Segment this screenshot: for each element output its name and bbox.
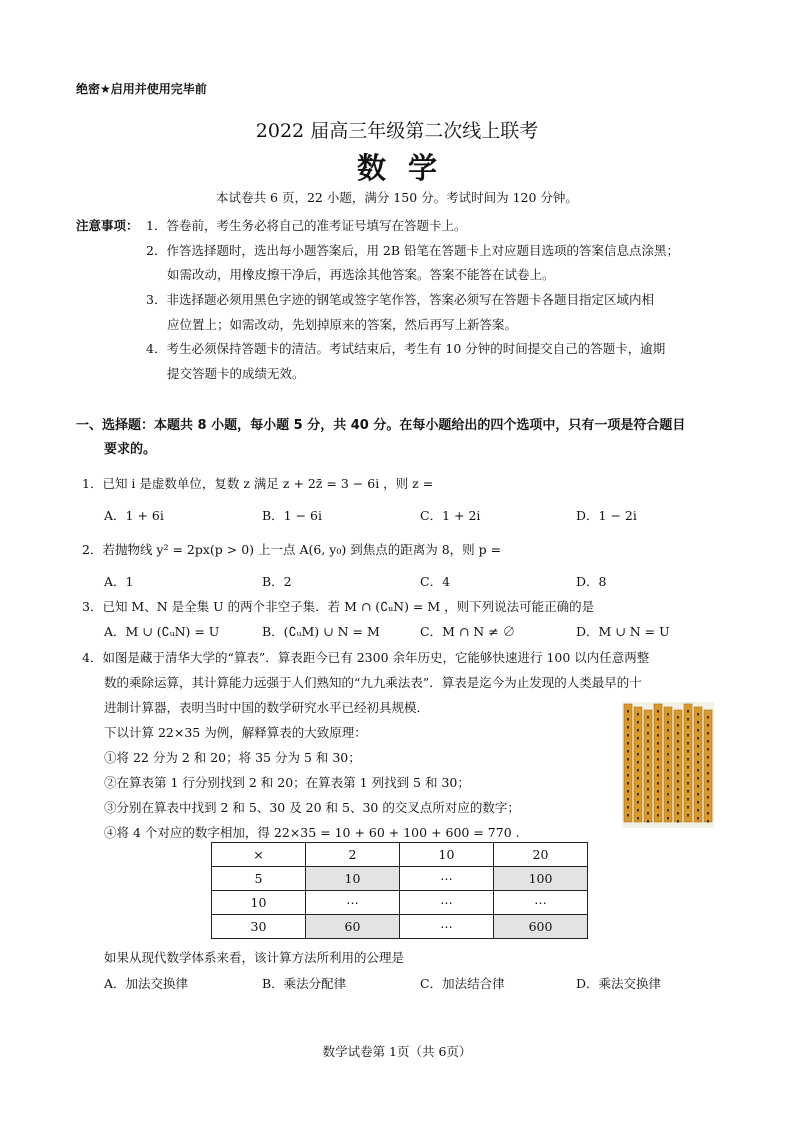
slip-mark: [637, 785, 639, 788]
slip-mark: [637, 729, 639, 732]
slip-mark: [657, 806, 659, 809]
slip-mark: [667, 745, 669, 748]
slip-mark: [677, 820, 679, 823]
slip-mark: [697, 713, 699, 716]
slip-mark: [677, 756, 679, 759]
slip-mark: [627, 742, 629, 745]
slip-mark: [637, 769, 639, 772]
question-4-line: 4．如图是藏于清华大学的“算表”．算表距今已有 2300 余年历史，它能够快速进行 100 以内任意两整: [82, 650, 650, 665]
slip-mark: [697, 753, 699, 756]
slip-mark: [657, 814, 659, 817]
slip-mark: [627, 718, 629, 721]
question-2-option-a: A．1: [104, 574, 134, 589]
bamboo-slips-image: [622, 702, 714, 828]
slip-mark: [647, 788, 649, 791]
bamboo-slip: [684, 704, 692, 822]
slip-mark: [687, 758, 689, 761]
slip-mark: [647, 780, 649, 783]
slip-mark: [657, 726, 659, 729]
question-2-option-c: C．4: [420, 574, 451, 589]
table-cell: 10: [212, 891, 306, 915]
slip-mark: [647, 764, 649, 767]
slip-mark: [627, 774, 629, 777]
slip-mark: [707, 764, 709, 767]
question-1-option-d: D．1 − 2i: [576, 508, 637, 523]
slip-mark: [697, 721, 699, 724]
notice-item: 3．非选择题必须用黑色字迹的钢笔或签字笔作答，答案必须写在答题卡各题目指定区域内相: [146, 292, 654, 307]
bamboo-slip: [654, 704, 662, 822]
question-4-step: ③分别在算表中找到 2 和 5、30 及 20 和 5、30 的交叉点所对应的数字；: [104, 800, 520, 815]
slip-mark: [697, 745, 699, 748]
question-2-option-b: B．2: [262, 574, 292, 589]
slip-mark: [657, 782, 659, 785]
slip-mark: [667, 809, 669, 812]
question-1-option-a: A．1 + 6i: [104, 508, 164, 523]
slip-mark: [637, 801, 639, 804]
bamboo-slip: [694, 707, 702, 822]
slip-mark: [637, 777, 639, 780]
question-1-option-c: C．1 + 2i: [420, 508, 481, 523]
slip-mark: [697, 785, 699, 788]
slip-mark: [707, 740, 709, 743]
slip-mark: [707, 716, 709, 719]
slip-mark: [687, 750, 689, 753]
multiplication-table: [211, 842, 588, 939]
confidential-mark: 绝密★启用并使用完毕前: [76, 82, 207, 96]
table-cell: ⋯: [400, 891, 494, 915]
slip-mark: [687, 798, 689, 801]
slip-mark: [657, 798, 659, 801]
slip-mark: [697, 793, 699, 796]
slip-mark: [637, 761, 639, 764]
slip-mark: [687, 766, 689, 769]
page-footer: 数学试卷第 1页（共 6页）: [322, 1044, 472, 1059]
slip-mark: [687, 782, 689, 785]
slip-mark: [687, 806, 689, 809]
slip-mark: [627, 734, 629, 737]
slip-mark: [677, 780, 679, 783]
slip-mark: [707, 780, 709, 783]
question-3-option-d: D．M ∪ N = U: [576, 624, 670, 639]
slip-mark: [627, 798, 629, 801]
slip-mark: [707, 756, 709, 759]
table-cell: 60: [306, 915, 400, 939]
slip-mark: [677, 740, 679, 743]
slip-mark: [657, 710, 659, 713]
slip-mark: [647, 732, 649, 735]
slip-mark: [697, 809, 699, 812]
slip-mark: [707, 788, 709, 791]
table-cell: ⋯: [400, 867, 494, 891]
slip-mark: [677, 764, 679, 767]
slip-mark: [667, 737, 669, 740]
slip-mark: [687, 790, 689, 793]
slip-mark: [677, 772, 679, 775]
slip-mark: [697, 761, 699, 764]
table-cell: ×: [212, 843, 306, 867]
slip-mark: [637, 745, 639, 748]
notice-item: 2．作答选择题时，选出每小题答案后，用 2B 铅笔在答题卡上对应题目选项的答案信息点涂黑；: [146, 243, 680, 258]
slip-mark: [647, 772, 649, 775]
slip-mark: [637, 737, 639, 740]
table-row: [212, 891, 588, 915]
slip-mark: [637, 817, 639, 820]
question-4-option-c: C．加法结合律: [420, 976, 505, 991]
question-4-line: 数的乘除运算，其计算能力远强于人们熟知的“九九乘法表”．算表是迄今为止发现的人类最早的十: [104, 675, 642, 690]
section-heading: 一、选择题：本题共 8 小题，每小题 5 分，共 40 分。在每小题给出的四个选项中，只有一项是符合题目: [76, 418, 686, 433]
slip-mark: [657, 750, 659, 753]
slip-mark: [687, 718, 689, 721]
slip-mark: [707, 772, 709, 775]
question-1-option-b: B．1 − 6i: [262, 508, 323, 523]
notice-item: 提交答题卡的成绩无效。: [167, 366, 305, 381]
slip-mark: [697, 777, 699, 780]
table-cell: 10: [400, 843, 494, 867]
slip-mark: [667, 761, 669, 764]
slip-mark: [647, 716, 649, 719]
question-4-line: 进制计算器，表明当时中国的数学研究水平已经初具规模．: [104, 700, 430, 715]
bamboo-slips-drawing: [622, 702, 714, 828]
exam-title: 2022 届高三年级第二次线上联考: [255, 120, 539, 142]
question-1-stem: 1．已知 i 是虚数单位，复数 z 满足 z + 2z̄ = 3 − 6i ，则 z =: [82, 476, 434, 491]
table-cell: 600: [494, 915, 588, 939]
slip-mark: [707, 812, 709, 815]
section-heading-cont: 要求的。: [104, 442, 157, 457]
question-4-step: ②在算表第 1 行分别找到 2 和 20；在算表第 1 列找到 5 和 30；: [104, 775, 470, 790]
slip-mark: [627, 814, 629, 817]
slip-mark: [667, 753, 669, 756]
question-3-option-c: C．M ∩ N ≠ ∅: [420, 624, 516, 639]
notice-label: 注意事项：: [76, 218, 139, 233]
slip-mark: [667, 801, 669, 804]
bamboo-slip: [664, 707, 672, 822]
slip-mark: [667, 729, 669, 732]
slip-mark: [677, 716, 679, 719]
table-cell: 2: [306, 843, 400, 867]
slip-mark: [647, 796, 649, 799]
slip-mark: [667, 817, 669, 820]
slip-mark: [657, 766, 659, 769]
notice-item: 4．考生必须保持答题卡的清洁。考试结束后，考生有 10 分钟的时间提交自己的答题卡，逾期: [146, 341, 666, 356]
question-3-option-a: A．M ∪ (∁ᵤN) = U: [104, 624, 220, 639]
slip-mark: [697, 729, 699, 732]
slip-mark: [637, 809, 639, 812]
slip-mark: [637, 713, 639, 716]
slip-mark: [687, 734, 689, 737]
slip-mark: [647, 724, 649, 727]
slip-mark: [637, 793, 639, 796]
slip-mark: [697, 769, 699, 772]
slip-mark: [677, 796, 679, 799]
table-cell: ⋯: [306, 891, 400, 915]
slip-mark: [657, 758, 659, 761]
slip-mark: [707, 804, 709, 807]
slip-mark: [647, 756, 649, 759]
slip-mark: [647, 748, 649, 751]
slip-mark: [637, 753, 639, 756]
slip-mark: [677, 804, 679, 807]
table-row: [212, 843, 588, 867]
slip-mark: [687, 774, 689, 777]
question-4-option-d: D．乘法交换律: [576, 976, 662, 991]
bamboo-slip: [624, 704, 632, 822]
slip-mark: [657, 790, 659, 793]
slip-mark: [627, 750, 629, 753]
slip-mark: [667, 721, 669, 724]
slip-mark: [657, 718, 659, 721]
slip-mark: [627, 726, 629, 729]
notice-item: 如需改动，用橡皮擦干净后，再选涂其他答案。答案不能答在试卷上。: [167, 267, 555, 282]
slip-mark: [707, 748, 709, 751]
slip-mark: [677, 732, 679, 735]
slip-mark: [687, 726, 689, 729]
table-row: [212, 867, 588, 891]
slip-mark: [627, 790, 629, 793]
table-cell: 30: [212, 915, 306, 939]
table-cell: 20: [494, 843, 588, 867]
slip-mark: [647, 740, 649, 743]
slip-mark: [647, 812, 649, 815]
notice-item: 应位置上；如需改动，先划掉原来的答案，然后再写上新答案。: [167, 317, 518, 332]
slip-mark: [627, 710, 629, 713]
question-4-step: ④将 4 个对应的数字相加，得 22×35 = 10 + 60 + 100 + 600 = 770 .: [104, 825, 520, 840]
slip-mark: [667, 785, 669, 788]
slip-mark: [627, 758, 629, 761]
slip-mark: [697, 817, 699, 820]
subject-title: 数学: [356, 151, 459, 185]
question-4-step: ①将 22 分为 2 和 20；将 35 分为 5 和 30；: [104, 750, 361, 765]
question-3-option-b: B．(∁ᵤM) ∪ N = M: [262, 624, 380, 639]
slip-mark: [687, 710, 689, 713]
question-4-option-a: A．加法交换律: [104, 976, 189, 991]
slip-mark: [627, 782, 629, 785]
table-cell: 10: [306, 867, 400, 891]
question-4-option-b: B．乘法分配律: [262, 976, 347, 991]
slip-mark: [667, 769, 669, 772]
table-row: [212, 915, 588, 939]
slip-mark: [657, 774, 659, 777]
table-cell: ⋯: [400, 915, 494, 939]
slip-mark: [677, 748, 679, 751]
slip-mark: [697, 737, 699, 740]
slip-mark: [647, 820, 649, 823]
slip-mark: [627, 766, 629, 769]
slip-mark: [667, 713, 669, 716]
table-cell: 5: [212, 867, 306, 891]
slip-mark: [677, 812, 679, 815]
bamboo-slip: [634, 707, 642, 822]
notice-item: 1．答卷前，考生务必将自己的准考证号填写在答题卡上。: [146, 218, 467, 233]
slip-mark: [657, 742, 659, 745]
slip-mark: [697, 801, 699, 804]
slip-mark: [707, 796, 709, 799]
table-cell: 100: [494, 867, 588, 891]
slip-mark: [687, 742, 689, 745]
slip-mark: [707, 724, 709, 727]
slip-mark: [677, 724, 679, 727]
slip-mark: [667, 777, 669, 780]
question-4-prompt: 如果从现代数学体系来看，该计算方法所利用的公理是: [104, 950, 405, 965]
slip-mark: [687, 814, 689, 817]
slip-mark: [647, 804, 649, 807]
slip-mark: [657, 734, 659, 737]
slip-mark: [707, 732, 709, 735]
question-2-option-d: D．8: [576, 574, 607, 589]
exam-intro: 本试卷共 6 页，22 小题，满分 150 分。考试时间为 120 分钟。: [216, 190, 578, 205]
slip-mark: [707, 820, 709, 823]
slip-mark: [677, 788, 679, 791]
question-2-stem: 2．若抛物线 y² = 2px(p > 0) 上一点 A(6, y₀) 到焦点的距离为 8，则 p =: [82, 542, 502, 557]
question-3-stem: 3．已知 M、N 是全集 U 的两个非空子集．若 M ∩ (∁ᵤN) = M ，则下列说法可能正确的是: [82, 599, 595, 614]
slip-mark: [637, 721, 639, 724]
table-cell: ⋯: [494, 891, 588, 915]
slip-mark: [667, 793, 669, 796]
slip-mark: [627, 806, 629, 809]
question-4-line: 下以计算 22×35 为例，解释算表的大致原理：: [104, 725, 367, 740]
